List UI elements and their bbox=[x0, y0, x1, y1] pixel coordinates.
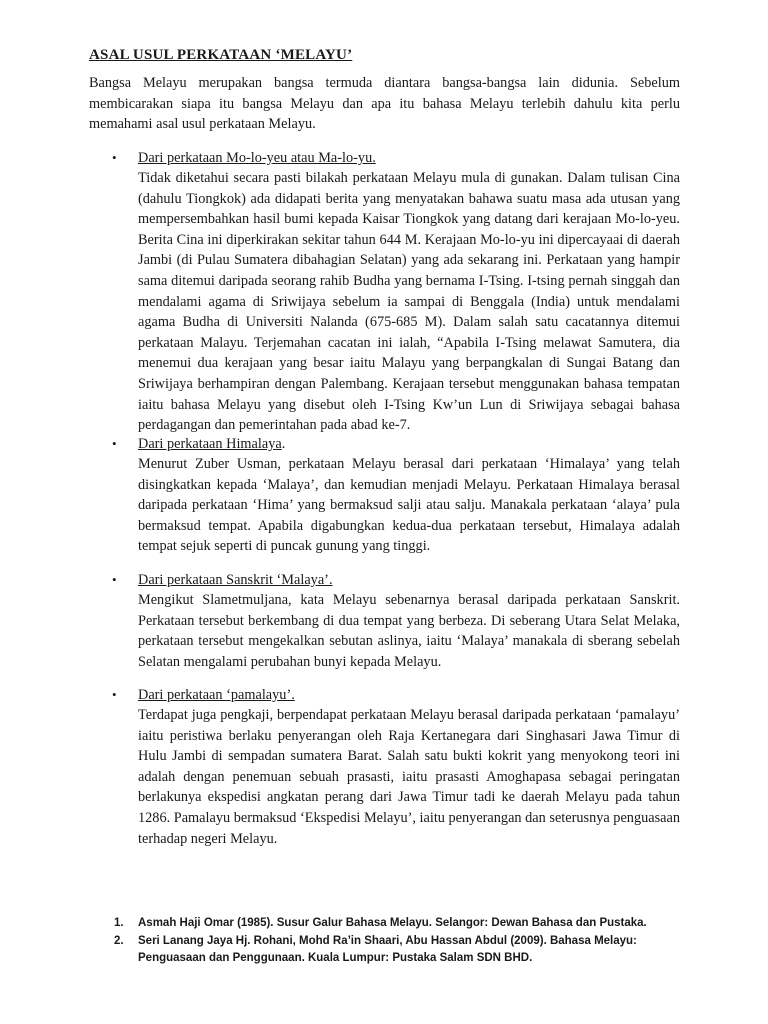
section-heading-label: Dari perkataan Sanskrit ‘Malaya’. bbox=[138, 572, 333, 588]
bullet-icon: • bbox=[112, 687, 117, 702]
section-body: Terdapat juga pengkaji, berpendapat perkataan Melayu berasal daripada perkataan ‘pamalayu’ iaitu peristiwa berlaku penyerangan oleh Raja Kertanegara dari Singhasari Jawa Timur di Hulu Jambi di sempadan sumatera Barat. Salah satu bukti kokrit yang menyokong teori ini adalah dengan penemuan sebuah prasasti, iaitu prasasti Amoghapasa sebagai peringatan berlakunya ekspedisi angkatan perang dari Jawa Timur tadi ke daerah Melayu pada tahun 1286. Pamalayu bermaksud ‘Ekspedisi Melayu’, iaitu penyerangan dan seterusnya penguasaan terhadap negeri Melayu. bbox=[138, 707, 680, 847]
section-heading bbox=[112, 685, 680, 705]
section-heading-label: Dari perkataan ‘pamalayu’. bbox=[138, 687, 295, 703]
references-list bbox=[114, 915, 680, 968]
section-heading bbox=[112, 434, 680, 454]
section-sanskrit-malaya bbox=[112, 570, 680, 672]
reference-text: Asmah Haji Omar (1985). Susur Galur Bahasa Melayu. Selangor: Dewan Bahasa dan Pustaka. bbox=[138, 917, 647, 929]
reference-item bbox=[114, 933, 680, 967]
reference-number: 1. bbox=[114, 917, 124, 929]
intro-paragraph: Bangsa Melayu merupakan bangsa termuda diantara bangsa-bangsa lain didunia. Sebelum membicarakan siapa itu bangsa Melayu dan apa itu bahasa Melayu terlebih dahulu kita perlu memahami asal usul perkataan Melayu. bbox=[89, 75, 680, 132]
reference-text: Seri Lanang Jaya Hj. Rohani, Mohd Ra’in Shaari, Abu Hassan Abdul (2009). Bahasa Melayu: Penguasaan dan Penggunaan. Kuala Lumpur: Pustaka Salam SDN BHD. bbox=[138, 935, 637, 964]
bullet-icon: • bbox=[112, 572, 117, 587]
section-heading-label: Dari perkataan Mo-lo-yeu atau Ma-lo-yu. bbox=[138, 150, 376, 166]
section-himalaya bbox=[112, 434, 680, 557]
document-title: ASAL USUL PERKATAAN ‘MELAYU’ bbox=[89, 47, 353, 63]
section-heading-suffix: . bbox=[281, 436, 286, 452]
reference-number: 2. bbox=[114, 935, 124, 947]
section-body: Mengikut Slametmuljana, kata Melayu sebenarnya berasal daripada perkataan Sanskrit. Perkataan tersebut berkembang di dua tempat yang berbeza. Di seberang Utara Selat Melaka, perkataan tersebut mengekalkan sebutan aslinya, iaitu ‘Malaya’ manakala di sberang sebelah Selatan mengalami perubahan bunyi kepada Melayu. bbox=[138, 592, 680, 670]
section-pamalayu bbox=[112, 685, 680, 849]
section-body: Tidak diketahui secara pasti bilakah perkataan Melayu mula di gunakan. Dalam tulisan Cina (dahulu Tiongkok) ada didapati berita yang menyatakan bahawa suatu masa ada utusan yang mempersembahkan hasil bumi kepada Kaisar Tiongkok yang datang dari kerajaan Mo-lo-yeu. Berita Cina ini diperkirakan sekitar tahun 644 M. Kerajaan Mo-lo-yu ini dipercayaai di daerah Jambi (di Pulau Sumatera dibahagian Selatan) yang ada sekarang ini. Perkataan yang hampir sama ditemui daripada seorang rahib Budha yang bernama I-Tsing. I-tsing pernah singgah dan mendalami agama di Sriwijaya sebelum ia sampai di Benggala (India) untuk mendalami agama Budha di Universiti Nalanda (675-685 M). Dalam salah satu cacatannya ditemui perkataan Malayu. Terjemahan cacatan ini ialah, “Apabila I-Tsing melawat Samutera, dia menemui dua kerajaan yang besar iaitu Malayu yang berpangkalan di Sungai Batang dan Sriwijaya berhampiran dengan Palembang. Kerajaan tersebut menggunakan bahasa tempatan iaitu bahasa Melayu yang disebut oleh I-Tsing Kw’un Lun di Sriwijaya sebagai bahasa perdagangan dan pemerintahan pada abad ke-7. bbox=[138, 170, 680, 434]
section-body: Menurut Zuber Usman, perkataan Melayu berasal dari perkataan ‘Himalaya’ yang telah disingkatkan kepada ‘Malaya’, dan kemudian menjadi Melayu. Perkataan Himalaya berasal daripada perkataan ‘Hima’ yang bermaksud salji atau salju. Manakala perkataan ‘alaya’ pula bermaksud tempat. Apabila digabungkan kedua-dua perkataan tersebut, Himalaya adalah tempat sejuk seperti di puncak gunung yang tinggi. bbox=[138, 456, 680, 555]
reference-item bbox=[114, 915, 680, 932]
bullet-icon: • bbox=[112, 436, 117, 451]
section-heading-label: Dari perkataan Himalaya bbox=[138, 436, 282, 452]
section-heading bbox=[112, 148, 680, 168]
bullet-icon: • bbox=[112, 150, 117, 165]
section-mo-lo-yeu bbox=[112, 148, 680, 436]
section-heading bbox=[112, 570, 680, 590]
